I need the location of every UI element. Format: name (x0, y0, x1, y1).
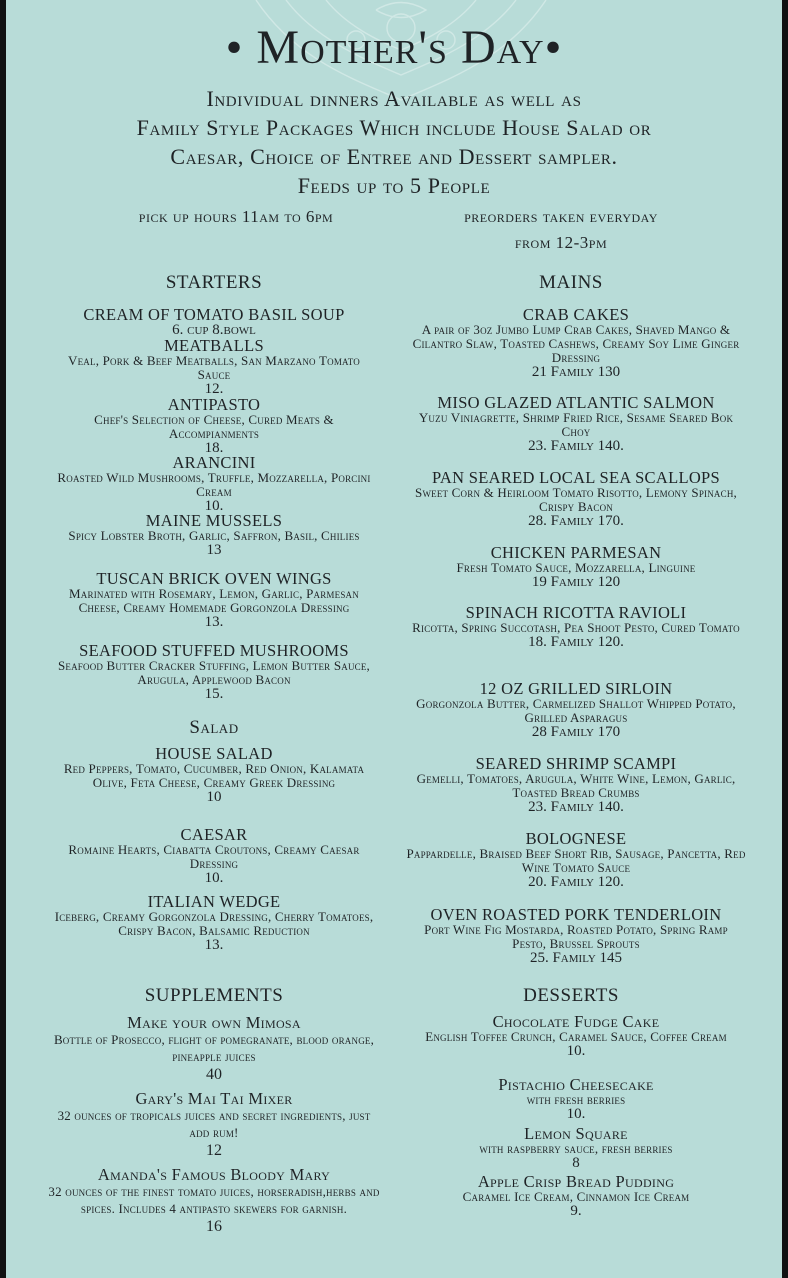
item-price: 10. (204, 498, 224, 514)
item-desc: Yuzu Viniagrette, Shrimp Fried Rice, Sesame Seared Bok Choy (418, 410, 734, 439)
page-title: • Mother's Day• (225, 21, 563, 74)
item-name: Gary's Mai Tai Mixer (135, 1089, 293, 1108)
item-price: 13 (206, 542, 222, 558)
menu-item (54, 512, 374, 558)
item-desc: Spicy Lobster Broth, Garlic, Saffron, Basil, Chilies (68, 528, 360, 543)
item-price: 28. Family 170. (528, 513, 624, 529)
item-name: Chocolate Fudge Cake (492, 1012, 660, 1031)
item-price: 6. cup 8.bowl (172, 322, 256, 338)
item-name: Pistachio Cheesecake (498, 1075, 654, 1094)
item-name: Apple Crisp Bread Pudding (477, 1172, 675, 1191)
mains-title: MAINS (539, 272, 603, 293)
item-price: 18. (204, 440, 224, 456)
item-price: 23. Family 140. (528, 438, 624, 454)
starters-title: STARTERS (165, 272, 263, 293)
item-desc: A pair of 3oz Jumbo Lump Crab Cakes, Shaved Mango & Cilantro Slaw, Toasted Cashews, Creamy Soy Lime Ginger Dressing (412, 322, 740, 365)
item-name: Lemon Square (524, 1124, 628, 1143)
pickup-hours: pick up hours 11am to 6pm (138, 207, 334, 226)
menu-item (406, 469, 746, 529)
item-name: MISO GLAZED ATLANTIC SALMON (437, 393, 715, 412)
item-desc: Iceberg, Creamy Gorgonzola Dressing, Cherry Tomatoes, Crispy Bacon, Balsamic Reduction (54, 909, 374, 938)
item-price: 12 (206, 1142, 222, 1159)
item-desc: Gemelli, Tomatoes, Arugula, White Wine, Lemon, Garlic, Toasted Bread Crumbs (416, 771, 736, 800)
intro-line: Feeds up to 5 People (297, 173, 491, 198)
item-name: MAINE MUSSELS (145, 511, 283, 530)
item-desc: Ricotta, Spring Succotash, Pea Shoot Pesto, Cured Tomato (412, 620, 740, 635)
item-name: TUSCAN BRICK OVEN WINGS (96, 569, 332, 588)
menu-item (54, 893, 374, 953)
menu-item (406, 830, 746, 890)
intro-line: Family Style Packages Which include House Salad or (136, 115, 652, 140)
item-name: PAN SEARED LOCAL SEA SCALLOPS (431, 468, 721, 487)
menu-item (54, 306, 374, 338)
item-name: ITALIAN WEDGE (147, 892, 281, 911)
item-name: Amanda's Famous Bloody Mary (97, 1165, 331, 1184)
item-price: 28 Family 170 (531, 724, 621, 740)
item-name: HOUSE SALAD (155, 744, 273, 763)
item-price: 23. Family 140. (528, 799, 624, 815)
preorders-info (411, 204, 711, 256)
item-desc: with raspberry sauce, fresh berries (479, 1141, 673, 1156)
desserts-title: DESSERTS (523, 985, 619, 1006)
item-desc: 32 ounces of tropicals juices and secret ingredients, just add rum! (57, 1108, 371, 1140)
item-price: 12. (204, 381, 224, 397)
menu-item (406, 680, 746, 740)
item-name: CAESAR (180, 825, 248, 844)
item-price: 40 (206, 1066, 222, 1083)
item-price: 8 (572, 1155, 580, 1171)
item-price: 10 (206, 789, 222, 805)
menu-item (406, 755, 746, 815)
intro-line: Individual dinners Available as well as (206, 86, 582, 111)
menu-item (416, 1076, 736, 1122)
item-price: 10. (204, 870, 224, 886)
item-desc: Pappardelle, Braised Beef Short Rib, Sausage, Pancetta, Red Wine Tomato Sauce (406, 846, 746, 875)
item-desc: Chef's Selection of Cheese, Cured Meats & Accompianments (94, 412, 334, 441)
item-desc: Gorgonzola Butter, Carmelized Shallot Whipped Potato, Grilled Asparagus (416, 696, 736, 725)
item-price: 20. Family 120. (528, 874, 624, 890)
item-desc: Veal, Pork & Beef Meatballs, San Marzano Tomato Sauce (68, 353, 360, 382)
item-desc: Fresh Tomato Sauce, Mozzarella, Linguine (456, 560, 696, 575)
item-name: ARANCINI (172, 453, 256, 472)
item-price: 10. (566, 1106, 586, 1122)
item-name: SEARED SHRIMP SCAMPI (475, 754, 677, 773)
item-desc: Roasted Wild Mushrooms, Truffle, Mozzarella, Porcini Cream (57, 470, 371, 499)
item-desc: Sweet Corn & Heirloom Tomato Risotto, Lemony Spinach, Crispy Bacon (415, 485, 737, 514)
item-name: CRAB CAKES (522, 305, 630, 324)
item-desc: Marinated with Rosemary, Lemon, Garlic, Parmesan Cheese, Creamy Homemade Gorgonzola Dressing (69, 586, 359, 615)
item-price: 21 Family 130 (531, 364, 621, 380)
salad-title: Salad (189, 717, 239, 738)
item-name: SPINACH RICOTTA RAVIOLI (465, 603, 687, 622)
menu-item (406, 394, 746, 454)
item-price: 13. (204, 614, 224, 630)
menu-item (54, 454, 374, 514)
item-name: BOLOGNESE (525, 829, 627, 848)
item-desc: English Toffee Crunch, Caramel Sauce, Coffee Cream (425, 1029, 727, 1044)
item-desc: Bottle of Prosecco, flight of pomegranate, blood orange, pineapple juices (53, 1032, 375, 1064)
item-name: MEATBALLS (164, 336, 264, 355)
menu-item (54, 337, 374, 397)
menu-item (54, 745, 374, 805)
item-price: 18. Family 120. (528, 634, 624, 650)
intro-line: Caesar, Choice of Entree and Dessert sampler. (170, 144, 618, 169)
item-name: ANTIPASTO (167, 395, 261, 414)
preorders-line: preorders taken everyday (464, 207, 658, 226)
item-desc: Port Wine Fig Mostarda, Roasted Potato, Spring Ramp Pesto, Brussel Sprouts (424, 922, 728, 951)
item-desc: 32 ounces of the finest tomato juices, horseradish,herbs and spices. Includes 4 antipasto skewers for garnish. (48, 1184, 380, 1216)
item-desc: Caramel Ice Cream, Cinnamon Ice Cream (462, 1189, 690, 1204)
menu-item (54, 396, 374, 456)
menu-item (406, 544, 746, 590)
item-price: 10. (566, 1043, 586, 1059)
item-desc: Romaine Hearts, Ciabatta Croutons, Creamy Caesar Dressing (68, 842, 360, 871)
supplements-title: SUPPLEMENTS (144, 985, 284, 1006)
item-price: 16 (206, 1218, 222, 1235)
item-price: 13. (204, 937, 224, 953)
preorders-line: from 12-3pm (514, 233, 608, 252)
item-name: 12 OZ GRILLED SIRLOIN (479, 679, 673, 698)
menu-item (406, 604, 746, 650)
menu-item (416, 1173, 736, 1219)
item-desc: Seafood Butter Cracker Stuffing, Lemon Butter Sauce, Arugula, Applewood Bacon (57, 658, 371, 687)
item-price: 15. (204, 686, 224, 702)
menu-item (54, 570, 374, 630)
menu-item (46, 1014, 382, 1085)
item-price: 9. (570, 1203, 582, 1219)
item-name: OVEN ROASTED PORK TENDERLOIN (430, 905, 722, 924)
menu-item (54, 642, 374, 702)
item-name: Make your own Mimosa (127, 1013, 301, 1032)
item-desc: with fresh berries (526, 1092, 626, 1107)
item-name: SEAFOOD STUFFED MUSHROOMS (79, 641, 349, 660)
menu-item (46, 1166, 382, 1237)
menu-item (406, 306, 746, 380)
menu-item (406, 906, 746, 966)
item-desc: Red Peppers, Tomato, Cucumber, Red Onion, Kalamata Olive, Feta Cheese, Creamy Greek Dressing (63, 761, 365, 790)
menu-item (54, 826, 374, 886)
item-name: CHICKEN PARMESAN (490, 543, 662, 562)
item-name: CREAM OF TOMATO BASIL SOUP (83, 305, 345, 324)
menu-page (6, 0, 782, 1278)
item-price: 25. Family 145 (529, 950, 623, 966)
menu-item (46, 1090, 382, 1161)
menu-item (416, 1013, 736, 1059)
intro-text (6, 84, 782, 200)
item-price: 19 Family 120 (531, 574, 621, 590)
menu-item (416, 1125, 736, 1171)
